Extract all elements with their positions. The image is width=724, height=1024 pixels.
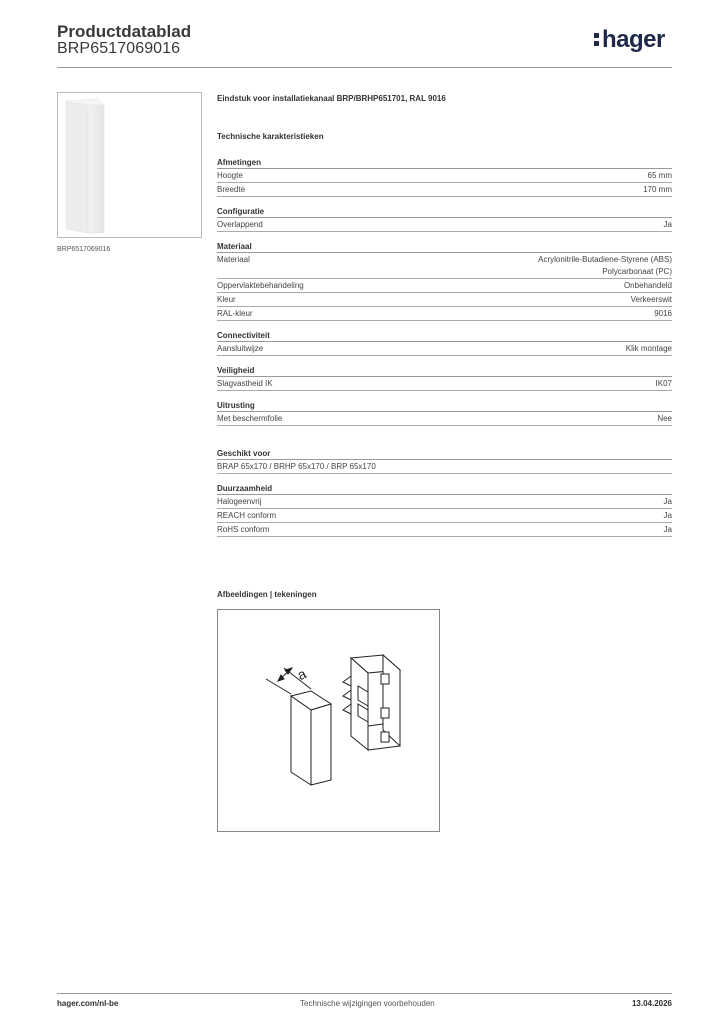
- row-label: Hoogte: [217, 171, 243, 180]
- footer-disclaimer: Technische wijzigingen voorbehouden: [300, 999, 435, 1008]
- row-label: Slagvastheid IK: [217, 379, 273, 388]
- row-label: Materiaal: [217, 255, 250, 264]
- row-label: Oppervlaktebehandeling: [217, 281, 304, 290]
- header-divider: [57, 67, 672, 68]
- row-value: 170 mm: [643, 185, 672, 194]
- row-value: Verkeerswit: [630, 295, 672, 304]
- row-value: Ja: [663, 525, 672, 534]
- section-title-veiligheid: Veiligheid: [217, 364, 672, 377]
- table-row: [217, 509, 672, 523]
- document-title: Productdatablad: [57, 22, 192, 41]
- row-value: [538, 254, 672, 278]
- row-value-line-1: Acrylonitrile-Butadiene-Styrene (ABS): [538, 255, 672, 264]
- row-label: Overlappend: [217, 220, 263, 229]
- section-title-afmetingen: Afmetingen: [217, 156, 672, 169]
- technical-drawing-image: [218, 610, 439, 831]
- hager-logo: [594, 26, 665, 54]
- technical-characteristics-title: Technische karakteristieken: [217, 132, 324, 141]
- table-row: [217, 307, 672, 321]
- row-value: 65 mm: [647, 171, 672, 180]
- table-row: [217, 523, 672, 537]
- technical-drawing: [217, 609, 440, 832]
- table-row: [217, 183, 672, 197]
- row-label: Breedte: [217, 185, 246, 194]
- product-thumbnail-caption: BRP6517069016: [57, 246, 111, 253]
- row-label: BRAP 65x170 / BRHP 65x170 / BRP 65x170: [217, 462, 376, 471]
- row-value: Ja: [663, 511, 672, 520]
- row-value: Ja: [663, 497, 672, 506]
- row-label: Met beschermfolie: [217, 414, 283, 423]
- row-value: Ja: [663, 220, 672, 229]
- table-row: [217, 218, 672, 232]
- drawings-title: Afbeeldingen | tekeningen: [217, 590, 317, 599]
- section-title-configuratie: Configuratie: [217, 205, 672, 218]
- product-details: [217, 94, 672, 537]
- section-title-geschikt-voor: Geschikt voor: [217, 447, 672, 460]
- product-thumbnail-image: [58, 93, 203, 239]
- row-label: Kleur: [217, 295, 236, 304]
- table-row: [217, 377, 672, 391]
- dimension-label: a: [294, 665, 309, 684]
- product-thumbnail: [57, 92, 202, 238]
- logo-dots-icon: [594, 33, 600, 49]
- section-title-connectiviteit: Connectiviteit: [217, 329, 672, 342]
- row-label: RAL-kleur: [217, 309, 253, 318]
- row-label: Aansluitwijze: [217, 344, 264, 353]
- row-value: Onbehandeld: [623, 281, 672, 290]
- section-title-materiaal: Materiaal: [217, 240, 672, 253]
- footer-divider: [57, 993, 672, 994]
- product-code: BRP6517069016: [57, 40, 181, 57]
- table-row: [217, 169, 672, 183]
- row-value: 9016: [654, 309, 672, 318]
- row-label: REACH conform: [217, 511, 277, 520]
- section-title-uitrusting: Uitrusting: [217, 399, 672, 412]
- row-label: RoHS conform: [217, 525, 270, 534]
- table-row: [217, 279, 672, 293]
- row-value: Klik montage: [625, 344, 672, 353]
- footer-date: 13.04.2026: [631, 999, 672, 1008]
- section-title-duurzaamheid: Duurzaamheid: [217, 482, 672, 495]
- product-description: Eindstuk voor installatiekanaal BRP/BRHP651701, RAL 9016: [217, 94, 446, 103]
- footer-website-link[interactable]: hager.com/nl-be: [57, 999, 119, 1008]
- table-row: [217, 342, 672, 356]
- table-row: [217, 412, 672, 426]
- table-row: [217, 253, 672, 279]
- row-label: Halogeenvrij: [217, 497, 262, 506]
- table-row: [217, 495, 672, 509]
- table-row: [217, 293, 672, 307]
- logo-text: hager: [602, 26, 665, 53]
- row-value: Nee: [657, 414, 672, 423]
- row-value-line-2: Polycarbonaat (PC): [602, 267, 672, 276]
- row-value: IK07: [655, 379, 672, 388]
- table-row: [217, 460, 672, 474]
